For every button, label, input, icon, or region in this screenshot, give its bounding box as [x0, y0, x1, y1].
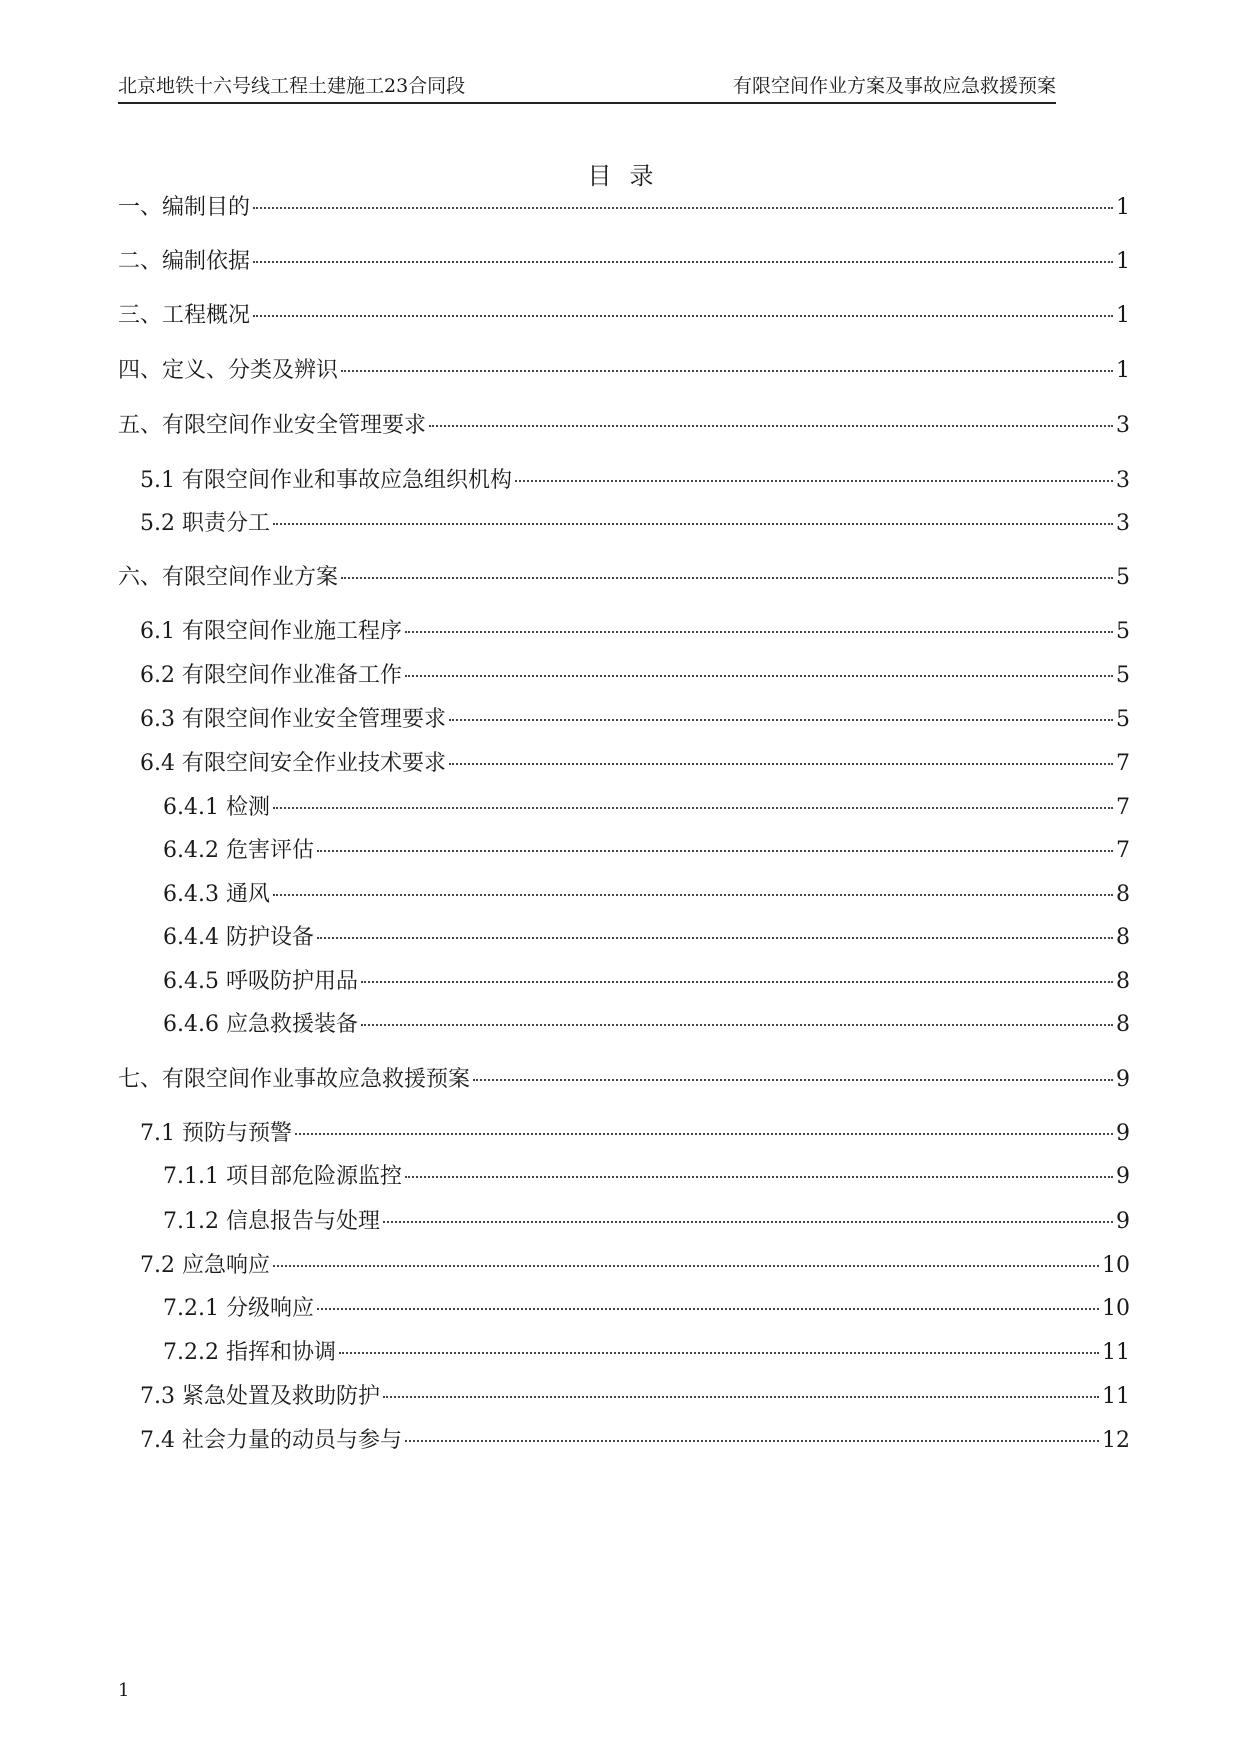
toc-entry[interactable] [118, 193, 1130, 223]
toc-dot-leader [449, 719, 1113, 721]
toc-entry-page: 10 [1102, 1253, 1130, 1278]
toc-entry[interactable] [118, 563, 1130, 593]
toc-entry-label: 6.4.5 呼吸防护用品 [163, 969, 358, 994]
toc-entry-page: 1 [1116, 303, 1130, 328]
toc-entry-label: 二、编制依据 [118, 249, 251, 274]
toc-entry-page: 3 [1116, 511, 1130, 536]
toc-entry-page: 1 [1116, 195, 1130, 220]
toc-entry-page: 5 [1116, 619, 1130, 644]
toc-entry-label: 六、有限空间作业方案 [118, 565, 339, 590]
toc-entry[interactable] [140, 661, 1130, 691]
toc-entry-label: 7.3 紧急处置及救助防护 [140, 1384, 380, 1409]
toc-entry-label: 6.4.3 通风 [163, 882, 270, 907]
toc-dot-leader [383, 1396, 1099, 1398]
toc-dot-leader [341, 370, 1113, 372]
toc-entry[interactable] [163, 1207, 1130, 1237]
toc-dot-leader [405, 631, 1113, 633]
toc-dot-leader [449, 763, 1113, 765]
toc-entry[interactable] [118, 411, 1130, 441]
toc-entry-label: 7.4 社会力量的动员与参与 [140, 1428, 402, 1453]
toc-entry-label: 6.2 有限空间作业准备工作 [140, 663, 402, 688]
toc-dot-leader [361, 1024, 1113, 1026]
header-document-title: 有限空间作业方案及事故应急救援预案 [732, 75, 1056, 97]
toc-entry-page: 1 [1116, 249, 1130, 274]
toc-entry[interactable] [118, 356, 1130, 386]
toc-entry-label: 四、定义、分类及辨识 [118, 358, 339, 383]
toc-dot-leader [405, 1440, 1099, 1442]
toc-entry[interactable] [118, 301, 1130, 331]
toc-dot-leader [273, 1265, 1099, 1267]
toc-entry-page: 11 [1102, 1384, 1130, 1409]
toc-entry-label: 6.4.4 防护设备 [163, 925, 314, 950]
toc-entry-label: 5.1 有限空间作业和事故应急组织机构 [140, 468, 512, 493]
toc-entry[interactable] [140, 617, 1130, 647]
toc-entry[interactable] [163, 923, 1130, 953]
toc-entry-label: 6.1 有限空间作业施工程序 [140, 619, 402, 644]
toc-dot-leader [339, 1352, 1099, 1354]
toc-entry-label: 7.1.2 信息报告与处理 [163, 1209, 380, 1234]
toc-entry[interactable] [163, 793, 1130, 823]
toc-dot-leader [473, 1079, 1113, 1081]
toc-entry[interactable] [163, 967, 1130, 997]
toc-entry-page: 3 [1116, 468, 1130, 493]
toc-entry-page: 8 [1116, 969, 1130, 994]
toc-dot-leader [317, 850, 1113, 852]
toc-entry[interactable] [140, 1119, 1130, 1149]
page-number: 1 [118, 1680, 130, 1701]
toc-entry[interactable] [163, 1294, 1130, 1324]
toc-entry[interactable] [163, 1010, 1130, 1040]
toc-dot-leader [273, 894, 1113, 896]
toc-entry-page: 8 [1116, 882, 1130, 907]
toc-dot-leader [295, 1133, 1113, 1135]
toc-entry-page: 5 [1116, 707, 1130, 732]
toc-entry[interactable] [140, 509, 1130, 539]
toc-entry[interactable] [140, 466, 1130, 496]
toc-dot-leader [405, 1176, 1113, 1178]
toc-dot-leader [429, 425, 1113, 427]
toc-dot-leader [273, 523, 1113, 525]
toc-entry[interactable] [163, 1338, 1130, 1368]
toc-entry-label: 7.2.1 分级响应 [163, 1296, 314, 1321]
toc-entry[interactable] [140, 1382, 1130, 1412]
toc-dot-leader [383, 1221, 1113, 1223]
toc-entry[interactable] [118, 1065, 1130, 1095]
toc-dot-leader [361, 981, 1113, 983]
toc-title: 目录 [587, 162, 672, 190]
toc-entry[interactable] [118, 247, 1130, 277]
toc-entry[interactable] [140, 749, 1130, 779]
toc-dot-leader [515, 480, 1113, 482]
toc-entry[interactable] [140, 1251, 1130, 1281]
toc-entry-label: 一、编制目的 [118, 195, 251, 220]
toc-entry-page: 11 [1102, 1340, 1130, 1365]
toc-entry[interactable] [140, 1426, 1130, 1456]
toc-entry-label: 7.2.2 指挥和协调 [163, 1340, 336, 1365]
toc-entry-label: 6.4 有限空间安全作业技术要求 [140, 751, 446, 776]
toc-entry[interactable] [163, 880, 1130, 910]
page-header [118, 70, 1056, 104]
toc-dot-leader [253, 207, 1113, 209]
toc-entry-page: 10 [1102, 1296, 1130, 1321]
toc-entry-page: 8 [1116, 925, 1130, 950]
toc-entry-label: 6.4.6 应急救援装备 [163, 1012, 358, 1037]
toc-dot-leader [253, 261, 1113, 263]
toc-entry-page: 9 [1116, 1209, 1130, 1234]
toc-entry-page: 3 [1116, 413, 1130, 438]
toc-entry-page: 9 [1116, 1164, 1130, 1189]
toc-entry-page: 9 [1116, 1067, 1130, 1092]
toc-dot-leader [317, 937, 1113, 939]
toc-dot-leader [341, 577, 1113, 579]
toc-entry-page: 7 [1116, 838, 1130, 863]
toc-entry-label: 6.3 有限空间作业安全管理要求 [140, 707, 446, 732]
toc-entry-page: 5 [1116, 565, 1130, 590]
toc-entry-page: 7 [1116, 751, 1130, 776]
header-project-name: 北京地铁十六号线工程土建施工23合同段 [118, 75, 466, 97]
toc-entry-label: 6.4.2 危害评估 [163, 838, 314, 863]
toc-entry-page: 7 [1116, 795, 1130, 820]
toc-dot-leader [317, 1308, 1099, 1310]
toc-entry-page: 12 [1102, 1428, 1130, 1453]
toc-entry[interactable] [163, 836, 1130, 866]
toc-entry-page: 9 [1116, 1121, 1130, 1146]
toc-entry-label: 三、工程概况 [118, 303, 251, 328]
toc-entry-label: 7.2 应急响应 [140, 1253, 270, 1278]
toc-entry-label: 7.1.1 项目部危险源监控 [163, 1164, 402, 1189]
toc-dot-leader [253, 315, 1113, 317]
toc-entry-label: 七、有限空间作业事故应急救援预案 [118, 1067, 471, 1092]
toc-entry-page: 5 [1116, 663, 1130, 688]
toc-entry-page: 1 [1116, 358, 1130, 383]
toc-entry-label: 5.2 职责分工 [140, 511, 270, 536]
toc-entry[interactable] [163, 1162, 1130, 1192]
toc-entry[interactable] [140, 705, 1130, 735]
toc-entry-label: 7.1 预防与预警 [140, 1121, 292, 1146]
toc-entry-page: 8 [1116, 1012, 1130, 1037]
toc-dot-leader [405, 675, 1113, 677]
toc-entry-label: 6.4.1 检测 [163, 795, 270, 820]
toc-dot-leader [273, 807, 1113, 809]
toc-entry-label: 五、有限空间作业安全管理要求 [118, 413, 427, 438]
